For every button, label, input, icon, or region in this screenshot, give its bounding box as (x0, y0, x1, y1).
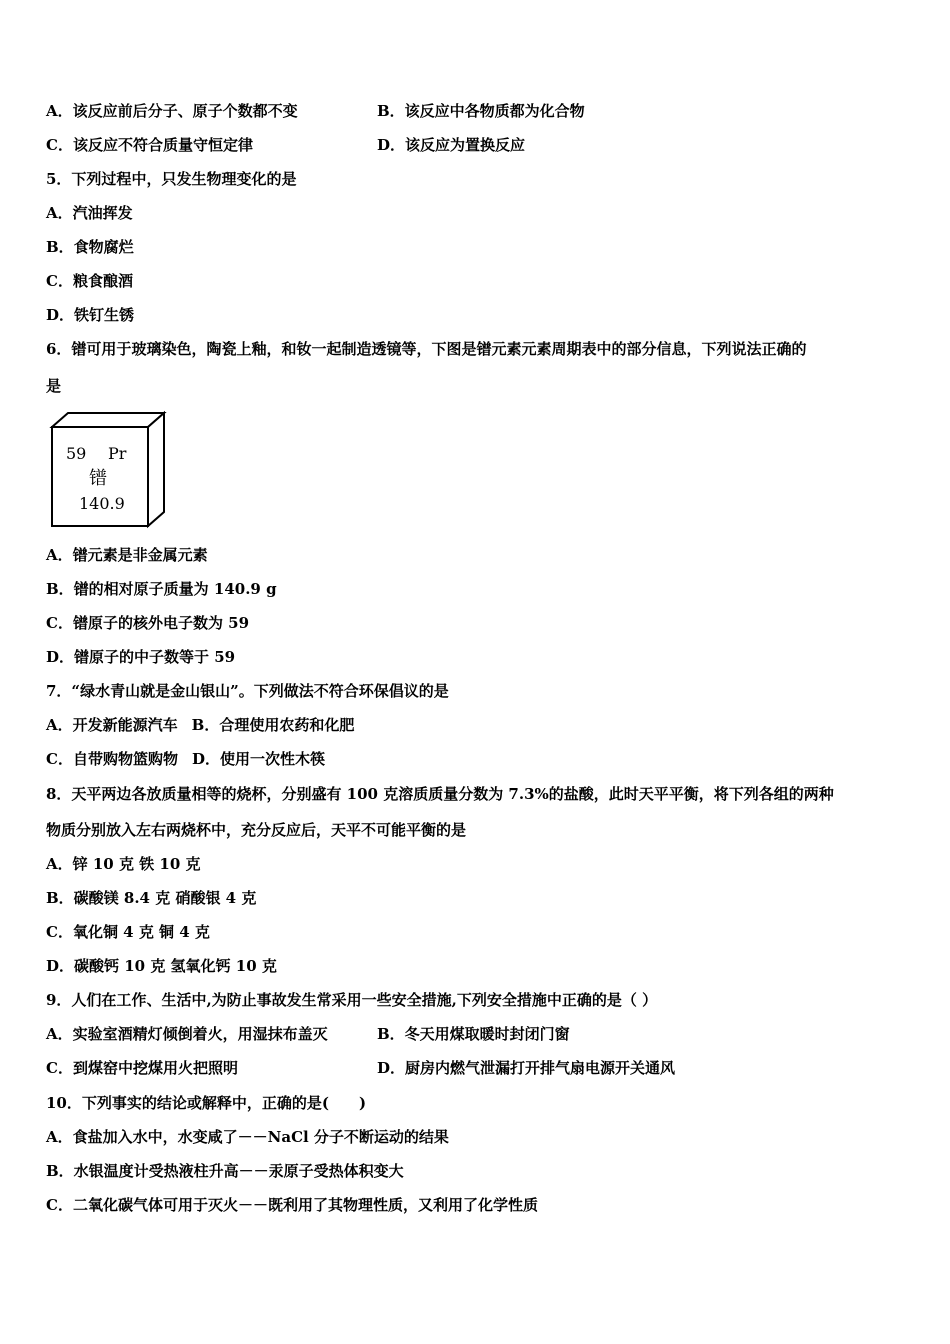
q10-option-b: B．水银温度计受热液柱升高－－汞原子受热体积变大 (46, 1162, 404, 1180)
q10-stem: 10．下列事实的结论或解释中，正确的是( ) (46, 1094, 367, 1112)
q5-stem: 5．下列过程中，只发生物理变化的是 (46, 170, 297, 188)
q6-option-a: A．镨元素是非金属元素 (46, 546, 208, 564)
q7-option-c: C．自带购物篮购物 (46, 750, 178, 768)
q10-option-a: A．食盐加入水中，水变咸了－－NaCl 分子不断运动的结果 (46, 1128, 449, 1146)
atomic-number: 59 (66, 444, 87, 463)
q4-option-d: D．该反应为置换反应 (377, 136, 526, 154)
q4-option-a: A．该反应前后分子、原子个数都不变 (46, 102, 298, 120)
q7-option-d: D．使用一次性木筷 (191, 750, 325, 768)
q9-option-b: B．冬天用煤取暖时封闭门窗 (377, 1025, 570, 1043)
q6-option-d: D．镨原子的中子数等于 59 (46, 648, 236, 666)
q6-stem-line1: 6．镨可用于玻璃染色，陶瓷上釉，和钕一起制造透镜等，下图是镨元素元素周期表中的部分信息，下列说法正确的 (46, 340, 807, 358)
q6-option-c: C．镨原子的核外电子数为 59 (46, 614, 250, 632)
atomic-mass: 140.9 (79, 494, 125, 513)
element-tile-figure (48, 410, 168, 530)
q5-option-a: A．汽油挥发 (46, 204, 133, 222)
q8-stem-line2: 物质分别放入左右两烧杯中，充分反应后，天平不可能平衡的是 (46, 821, 467, 839)
q5-option-b: B．食物腐烂 (46, 238, 134, 256)
q8-option-b: B．碳酸镁 8.4 克 硝酸银 4 克 (46, 889, 257, 907)
q8-option-c: C．氧化铜 4 克 铜 4 克 (46, 923, 210, 941)
q8-option-a: A．锌 10 克 铁 10 克 (46, 855, 201, 873)
element-symbol: Pr (108, 444, 127, 463)
q8-stem-line1: 8．天平两边各放质量相等的烧杯，分别盛有 100 克溶质质量分数为 7.3%的盐酸，此时天平平衡，将下列各组的两种 (46, 785, 834, 803)
q8-option-d: D．碳酸钙 10 克 氢氧化钙 10 克 (46, 957, 277, 975)
q7-option-a: A．开发新能源汽车 (46, 716, 178, 734)
q4-option-b: B．该反应中各物质都为化合物 (377, 102, 585, 120)
q7-stem: 7．“绿水青山就是金山银山”。下列做法不符合环保倡议的是 (46, 682, 449, 700)
q9-option-d: D．厨房内燃气泄漏打开排气扇电源开关通风 (377, 1059, 676, 1077)
q5-option-d: D．铁钉生锈 (46, 306, 135, 324)
q10-option-c: C．二氧化碳气体可用于灭火－－既利用了其物理性质，又利用了化学性质 (46, 1196, 538, 1214)
q6-option-b: B．镨的相对原子质量为 140.9 g (46, 580, 277, 598)
q5-option-c: C．粮食酿酒 (46, 272, 133, 290)
q4-option-c: C．该反应不符合质量守恒定律 (46, 136, 253, 154)
q9-stem: 9．人们在工作、生活中,为防止事故发生常采用一些安全措施,下列安全措施中正确的是（ ） (46, 991, 658, 1009)
element-name: 镨 (89, 468, 107, 489)
q7-options-ab (46, 715, 354, 735)
q7-option-b: B．合理使用农药和化肥 (191, 716, 355, 734)
q9-option-a: A．实验室酒精灯倾倒着火，用湿抹布盖灭 (46, 1025, 328, 1043)
q7-options-cd (46, 749, 325, 769)
q9-option-c: C．到煤窑中挖煤用火把照明 (46, 1059, 238, 1077)
q6-stem-line2: 是 (46, 377, 62, 395)
